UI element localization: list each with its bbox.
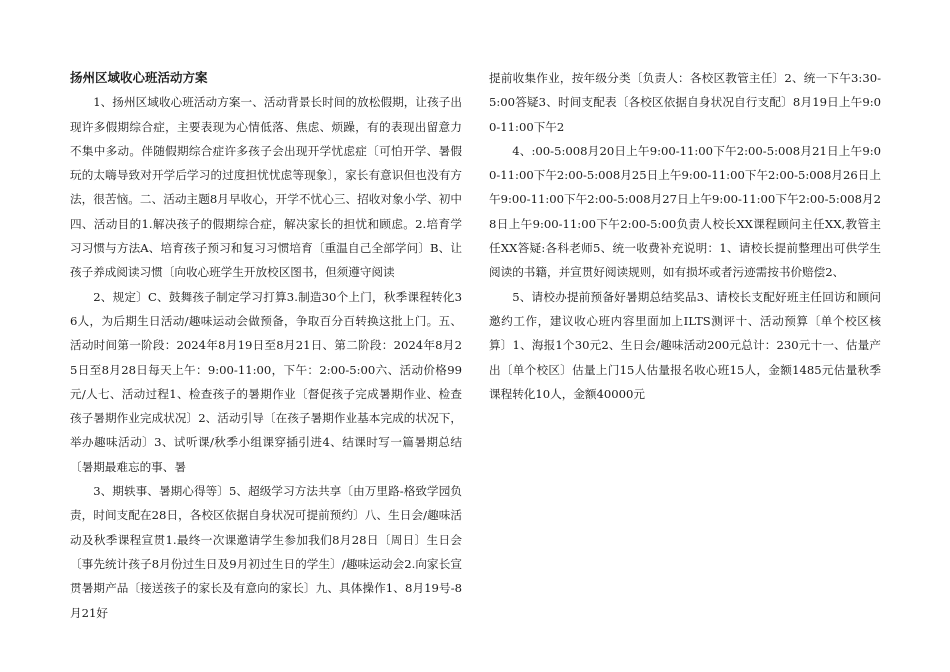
left-column [70,66,462,625]
paragraph-1: 1、扬州区域收心班活动方案一、活动背景长时间的放松假期，让孩子出现许多假期综合症，主要表现为心情低落、焦虑、烦躁，有的表现出留意力不集中多动。伴随假期综合症许多孩子会出现开学忧虑症〔可怕开学、暑假玩的太嗨导致对开学后学习的过度担忧忧虑等现象〕，家长有意识但也没有方法，很苦恼。二、活动主题8月早收心，开学不忧心三、招收对象小学、初中四、活动目的1.解决孩子的假期综合症，解决家长的担忧和顾虑。2.培育学习习惯与方法A、培育孩子预习和复习习惯培育〔重温自己全部学问〕B、让孩子养成阅读习惯〔向收心班学生开放校区图书，但须遵守阅读 [70,95,462,280]
paragraph-3-continued: 提前收集作业，按年级分类〔负责人：各校区教管主任〕2、统一下午3:30-5:00答疑3、时间支配表〔各校区依据自身状况自行支配〕8月19日上午9:00-11:00下午2 [489,71,881,134]
document-title: 扬州区域收心班活动方案 [70,70,208,85]
paragraph-5: 5、请校办提前预备好暑期总结奖品3、请校长支配好班主任回访和顾问邀约工作，建议收心班内容里面加上ILTS测评十、活动预算〔单个校区核算〕1、海报1个30元2、生日会/趣味活动200元总计：230元十一、估量产出〔单个校区〕估量上门15人估量报名收心班15人，金额1485元估量秋季课程转化10人，金额40000元 [489,289,881,401]
paragraph-3: 3、期轶事、暑期心得等〕5、超级学习方法共享〔由万里路-格致学园负责，时间支配在28日，各校区依据自身状况可提前预约〕八、生日会/趣味活动及秋季课程宣贯1.最终一次课邀请学生参加我们8月28日〔周日〕生日会〔事先统计孩子8月份过生日及9月初过生日的学生〕/趣味运动会2.向家长宣贯暑期产品〔接送孩子的家长及有意向的家长〕九、具体操作1、8月19号-8月21好 [70,484,462,620]
right-column [489,66,881,406]
paragraph-2: 2、规定〕C、鼓舞孩子制定学习打算3.制造30个上门，秋季课程转化36人，为后期生日活动/趣味运动会做预备，争取百分百转换这批上门。五、活动时间第一阶段：2024年8月19日至8月21日、第二阶段：2024年8月25日至8月28日每天上午：9:00-11:00，下午：2:00-5:00六、活动价格99元/人七、活动过程1、检查孩子的暑期作业〔督促孩子完成暑期作业、检查孩子暑期作业完成状况〕2、活动引导〔在孩子暑期作业基本完成的状况下，举办趣味活动〕3、试听课/秋季小组课穿插引进4、结课时写一篇暑期总结〔暑期最难忘的事、暑 [70,289,462,474]
paragraph-4: 4、:00-5:008月20日上午9:00-11:00下午2:00-5:008月21日上午9:00-11:00下午2:00-5:008月25日上午9:00-11:00下午2:00-5:008月26日上午9:00-11:00下午2:00-5:008月27日上午9:00-11:00下午2:00-5:008月28日上午9:00-11:00下午2:00-5:00负责人校长XX课程顾问主任XX,教管主任XX答疑:各科老师5、统一收费补充说明：1、请校长提前整理出可供学生阅读的书籍，并宣贯好阅读规则，如有损坏或者污迹需按书价赔偿2、 [489,143,881,280]
